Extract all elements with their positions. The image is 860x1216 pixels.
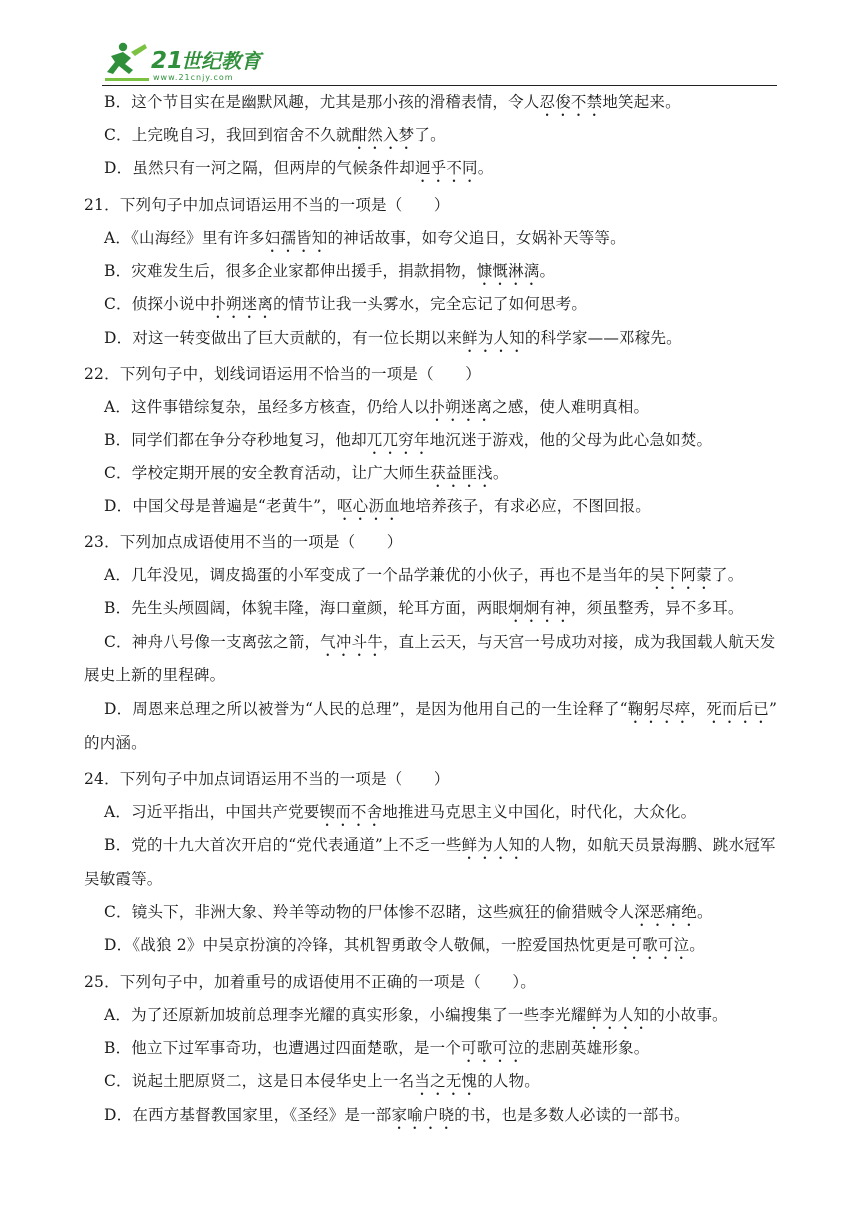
answer-option (104, 158, 493, 186)
brand-logo (103, 40, 273, 84)
answer-option (104, 1005, 728, 1033)
text-segment: B．他立下过军事奇功，也遭遇过四面楚歌，是一个 (104, 1039, 461, 1057)
emphasized-term: 气冲斗牛 (320, 633, 383, 651)
svg-text:21: 21 (151, 48, 184, 74)
emphasized-term: 扑朔迷离 (210, 295, 274, 313)
emphasized-term: 呕心沥血 (336, 497, 400, 515)
text-segment: 。 (539, 262, 556, 280)
emphasized-term: 可歌可泣 (626, 936, 690, 954)
emphasized-term: 鲜为人知 (586, 1006, 650, 1024)
text-segment: D．周恩来总理之所以被誉为“人民的总理”，是因为他用自己的一生诠释了“ (104, 700, 628, 718)
answer-option (104, 463, 509, 491)
question-stem (84, 195, 450, 215)
text-segment: 。 (477, 159, 494, 177)
text-segment: ” (769, 700, 778, 718)
emphasized-term: 炯炯有神 (508, 599, 571, 617)
answer-option (104, 632, 776, 660)
answer-option (104, 261, 555, 289)
text-segment: 展史上新的里程碑。 (84, 666, 226, 684)
answer-option (104, 835, 776, 863)
text-segment: 地笑起来。 (602, 93, 681, 111)
text-segment: ，直上云天，与天宫一号成功对接，成为我国载人航天发 (382, 633, 776, 651)
text-segment: 的人物，如航天员景海鹏、跳水冠军 (524, 836, 776, 854)
header-rule (102, 85, 777, 86)
runner-icon (107, 43, 147, 74)
text-segment: 。 (492, 464, 509, 482)
text-segment: ，须虽整秀，异不多耳。 (570, 599, 744, 617)
text-segment: C．神舟八号像一支离弦之箭， (104, 633, 321, 651)
svg-text:www.21cnjy.com: www.21cnjy.com (153, 73, 234, 82)
emphasized-term: 吴下阿蒙 (649, 566, 713, 584)
text-segment: 的情节让我一头雾水，完全忘记了如何思考。 (273, 295, 588, 313)
text-segment: 。 (689, 936, 705, 954)
text-segment: 地推进马克思主义中国化，时代化，大众化。 (382, 803, 697, 821)
text-segment: 的神话故事，如夸父追日，女娲补天等等。 (327, 229, 626, 247)
text-segment: 地沉迷于游戏，他的父母为此心急如焚。 (429, 431, 713, 449)
emphasized-term: 忍俊不禁 (539, 93, 603, 111)
emphasized-term: 家喻户晓 (391, 1106, 455, 1124)
emphasized-term: 深恶痛绝 (634, 903, 697, 921)
answer-option (104, 565, 743, 593)
text-segment: B．这个节目实在是幽默风趣，尤其是那小孩的滑稽表情，令人 (104, 93, 540, 111)
emphasized-term: 鞠躬尽瘁，死而后已 (627, 700, 770, 718)
question-stem (84, 972, 536, 992)
answer-option (104, 328, 682, 356)
answer-option (104, 935, 705, 963)
answer-option (104, 228, 626, 256)
emphasized-term: 鲜为人知 (462, 329, 525, 347)
text-segment: C．镜头下，非洲大象、羚羊等动物的尸体惨不忍睹，这些疯狂的偷猎贼令人 (104, 903, 635, 921)
text-segment: 22．下列句子中，划线词语运用不恰当的一项是（ ） (84, 365, 481, 383)
text-segment: A．几年没见，调皮捣蛋的小军变成了一个品学兼优的小伙子，再也不是当年的 (104, 566, 650, 584)
answer-option (104, 92, 681, 120)
emphasized-term: 获益匪浅 (430, 464, 493, 482)
text-segment: A．习近平指出，中国共产党要 (104, 803, 320, 821)
text-segment: 了。 (712, 566, 744, 584)
text-segment: B．灾难发生后，很多企业家都伸出援手，捐款捐物， (104, 262, 477, 280)
answer-option (104, 1038, 649, 1066)
emphasized-term: 锲而不舍 (319, 803, 383, 821)
text-segment: 吴敏霞等。 (84, 870, 163, 888)
emphasized-term: 慷慨淋漓 (476, 262, 540, 280)
text-segment: 的悲剧英雄形象。 (523, 1039, 650, 1057)
text-segment: 。 (696, 903, 713, 921)
text-segment: 21．下列句子中加点词语运用不当的一项是（ ） (84, 196, 450, 214)
answer-option (104, 397, 649, 425)
text-segment: B．先生头颅圆阔，体貌丰隆，海口童颜，轮耳方面，两眼 (104, 599, 509, 617)
answer-option (104, 802, 696, 830)
emphasized-term: 扑朔迷离 (429, 398, 493, 416)
text-segment: A．这件事错综复杂，虽经多方核查，仍给人以 (104, 398, 430, 416)
emphasized-term: 鲜为人知 (461, 836, 525, 854)
answer-option (104, 699, 777, 727)
text-segment: 了。 (414, 126, 446, 144)
text-segment: D．对这一转变做出了巨大贡献的，有一位长期以来 (104, 329, 463, 347)
answer-option (104, 1071, 540, 1099)
question-stem (84, 364, 481, 384)
text-segment: 的内涵。 (84, 734, 147, 752)
text-segment: C．上完晚自习，我回到宿舍不久就 (104, 126, 352, 144)
text-segment: C．学校定期开展的安全教育活动，让广大师生 (104, 464, 431, 482)
text-segment: 的小故事。 (649, 1006, 728, 1024)
text-continuation (84, 665, 225, 685)
text-segment: D．中国父母是普遍是“老黄牛”， (104, 497, 337, 515)
question-stem (84, 769, 450, 789)
text-segment: D．《战狼 2》中吴京扮演的冷锋，其机智勇敢令人敬佩，一腔爱国热忱更是 (104, 936, 627, 954)
text-segment: 地培养孩子，有求必应，不图回报。 (399, 497, 651, 515)
text-continuation (84, 869, 163, 889)
emphasized-term: 酣然入梦 (351, 126, 415, 144)
answer-option (104, 125, 446, 153)
text-segment: A．为了还原新加坡前总理李光耀的真实形象，小编搜集了一些李光耀 (104, 1006, 587, 1024)
text-segment: C．说起土肥原贤二，这是日本侵华史上一名 (104, 1072, 415, 1090)
text-segment: D．在西方基督教国家里，《圣经》是一部 (104, 1106, 392, 1124)
answer-option (104, 902, 713, 930)
text-continuation (84, 733, 147, 753)
emphasized-term: 当之无愧 (414, 1072, 478, 1090)
text-segment: D．虽然只有一河之隔，但两岸的气候条件却 (104, 159, 415, 177)
emphasized-term: 可歌可泣 (461, 1039, 524, 1057)
answer-option (104, 430, 712, 458)
text-segment: A．《山海经》里有许多 (104, 229, 265, 247)
text-segment: 的人物。 (477, 1072, 540, 1090)
text-segment: 24．下列句子中加点词语运用不当的一项是（ ） (84, 770, 450, 788)
answer-option (104, 496, 651, 524)
answer-option (104, 1105, 690, 1133)
text-segment: 的科学家——邓稼先。 (524, 329, 682, 347)
emphasized-term: 妇孺皆知 (264, 229, 328, 247)
text-segment: B．同学们都在争分夺秒地复习，他却 (104, 431, 367, 449)
answer-option (104, 598, 744, 626)
question-stem (84, 532, 402, 552)
text-segment: B．党的十九大首次开启的“党代表通道”上不乏一些 (104, 836, 462, 854)
emphasized-term: 迥乎不同 (414, 159, 478, 177)
text-segment: 之感，使人难明真相。 (492, 398, 650, 416)
text-segment: 的书，也是多数人必读的一部书。 (454, 1106, 690, 1124)
text-segment: C．侦探小说中 (104, 295, 211, 313)
text-segment: 23．下列加点成语使用不当的一项是（ ） (84, 533, 403, 551)
page-header (0, 0, 860, 86)
answer-option (104, 294, 587, 322)
text-segment: 25．下列句子中，加着重号的成语使用不正确的一项是（ ）。 (84, 973, 536, 991)
emphasized-term: 兀兀穷年 (366, 431, 430, 449)
svg-text:世纪教育: 世纪教育 (181, 49, 261, 73)
